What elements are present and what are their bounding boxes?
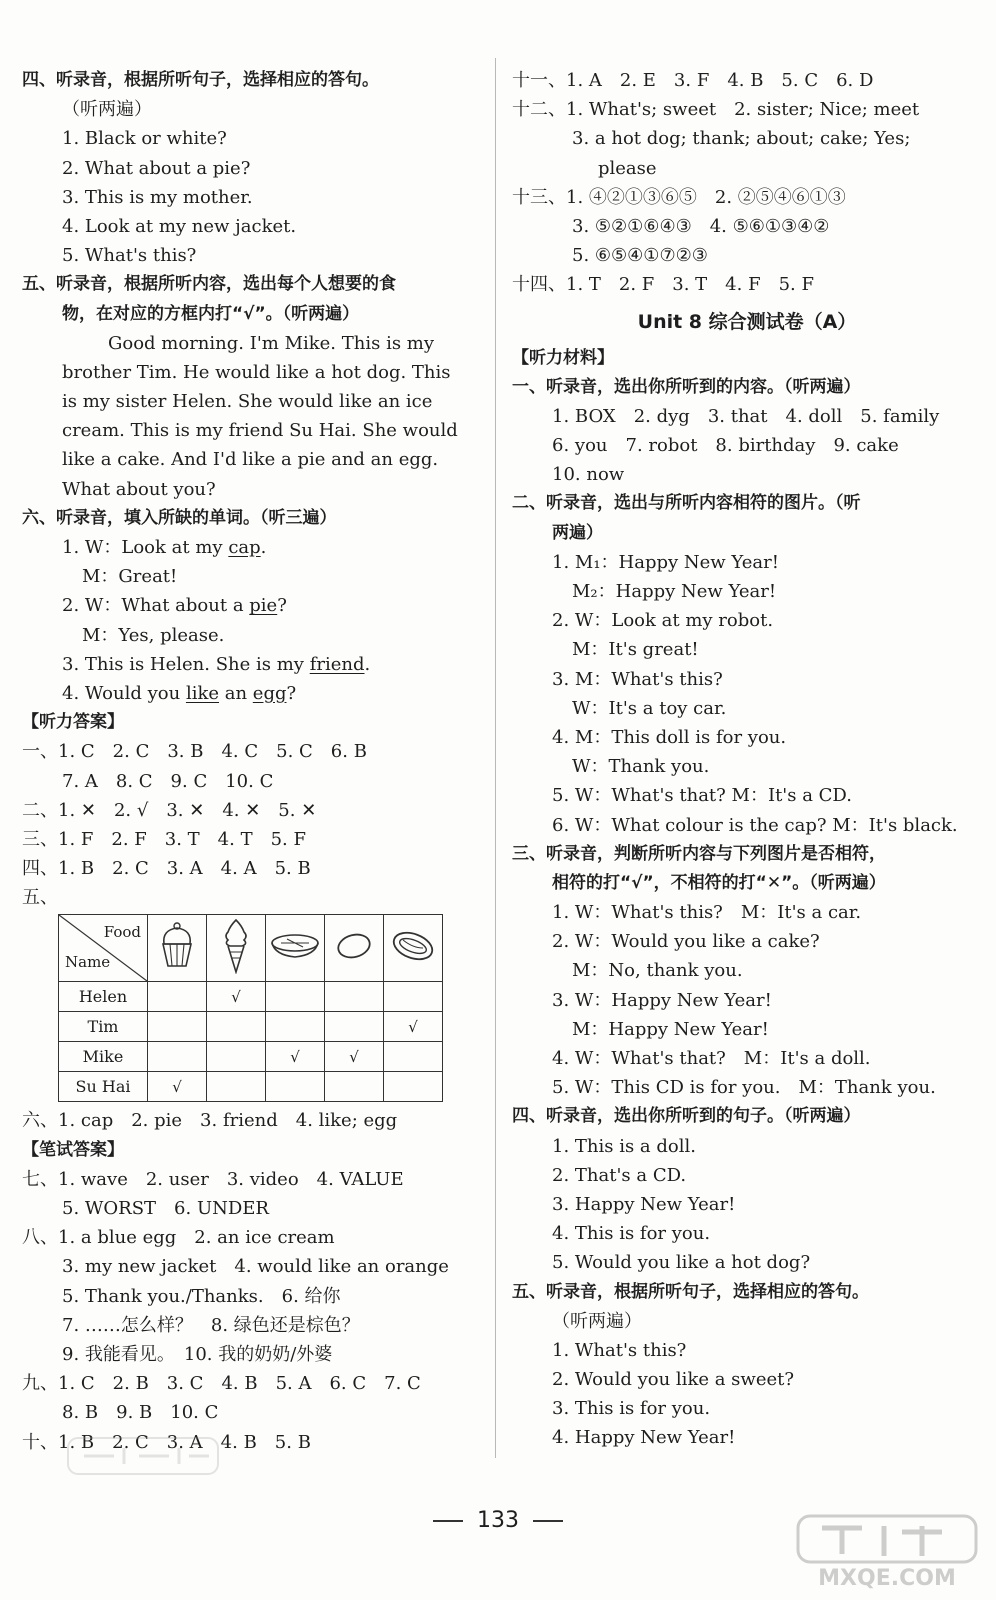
written-answers-title: 【笔试答案】 — [22, 1139, 124, 1160]
passage-line: is my sister Helen. She would like an ice — [62, 391, 433, 413]
table-row: Helen √ — [59, 982, 443, 1012]
passage-line: cream. This is my friend Su Hai. She would — [62, 420, 458, 442]
answer-line: 三、1. F 2. F 3. T 4. T 5. F — [22, 828, 306, 850]
list-item: 3. This is for you. — [552, 1398, 711, 1420]
list-item: 6. you 7. robot 8. birthday 9. cake — [552, 435, 899, 457]
answer-line: 十三、1. ④②①③⑥⑤ 2. ②⑤④⑥①③ — [512, 186, 846, 208]
section-3-title: 三、听录音，判断所听内容与下列图片是否相符， — [512, 843, 886, 864]
answer-line: 十、1. B 2. C 3. A 4. B 5. B — [22, 1431, 311, 1453]
answer-line: 二、1. ✕ 2. √ 3. ✕ 4. ✕ 5. ✕ — [22, 799, 317, 821]
section-2-title: 二、听录音，选出与所听内容相符的图片。（听 — [512, 493, 861, 514]
section-4-title: 四、听录音，选出你所听到的句子。（听两遍） — [512, 1106, 861, 1127]
answer-blank: egg — [252, 682, 287, 704]
section-5-title: 五、听录音，根据所听内容，选出每个人想要的食 — [22, 274, 396, 295]
list-item: 2. That's a CD. — [552, 1164, 687, 1186]
answer-line: 7. A 8. C 9. C 10. C — [62, 770, 274, 792]
dialog-line: 6. W：What colour is the cap? M：It's black. — [552, 814, 958, 836]
list-item: 5. Would you like a hot dog? — [552, 1252, 811, 1274]
list-item: 2. What about a pie? — [62, 157, 251, 179]
faint-watermark-stamp — [64, 1432, 224, 1480]
list-item: 1. This is a doll. — [552, 1135, 696, 1157]
answer-line: 9. 我能看见。 10. 我的奶奶/外婆 — [62, 1343, 333, 1365]
right-column — [512, 66, 982, 1453]
dialog-line: 2. W：Would you like a cake? — [552, 931, 820, 953]
list-item: 1. What's this? — [552, 1339, 687, 1361]
answer-blank: pie — [249, 595, 278, 617]
dialog-line: 1. W：Look at my cap. — [62, 537, 267, 558]
answer-line: 八、1. a blue egg 2. an ice cream — [22, 1227, 335, 1249]
passage-line: What about you? — [62, 478, 216, 500]
list-item: 4. Happy New Year! — [552, 1427, 736, 1449]
answer-line: 七、1. wave 2. user 3. video 4. VALUE — [22, 1168, 404, 1190]
list-item: 1. BOX 2. dyg 3. that 4. doll 5. family — [552, 405, 940, 427]
dialog-line: M：No, thank you. — [572, 960, 743, 982]
dialog-line: 4. M：This doll is for you. — [552, 726, 787, 748]
answer-line: 六、1. cap 2. pie 3. friend 4. like; egg — [22, 1110, 398, 1132]
table-row: Tim √ — [59, 1012, 443, 1042]
answer-line: 十二、1. What's; sweet 2. sister; Nice; meet — [512, 99, 920, 121]
section-4-title: 四、听录音，根据所听句子，选择相应的答句。 — [22, 70, 379, 90]
answer-line: 5. Thank you./Thanks. 6. 给你 — [62, 1285, 341, 1307]
table-row: Su Hai √ — [59, 1072, 443, 1102]
dialog-line: 3. M：What's this? — [552, 668, 723, 690]
dialog-line: M：Great! — [82, 566, 178, 588]
section-5-note: （听两遍） — [552, 1310, 642, 1332]
left-column — [22, 66, 480, 1457]
answer-line: 3. ⑤②①⑥④③ 4. ⑤⑥①③④② — [572, 215, 830, 237]
list-item: 1. Black or white? — [62, 128, 227, 150]
dialog-line: W：It's a toy car. — [572, 697, 727, 719]
listening-answers-title: 【听力答案】 — [22, 712, 124, 733]
answer-line: 5. WORST 6. UNDER — [62, 1198, 269, 1219]
answer-blank: like — [185, 682, 220, 704]
passage-line: Good morning. I'm Mike. This is my — [108, 332, 435, 354]
section-6-title: 六、听录音，填入所缺的单词。（听三遍） — [22, 507, 337, 528]
dialog-line: 3. W：Happy New Year! — [552, 989, 772, 1011]
list-item: 10. now — [552, 464, 625, 486]
list-item: 4. This is for you. — [552, 1223, 711, 1245]
section-3-title-cont: 相符的打“√”，不相符的打“✕”。（听两遍） — [552, 872, 886, 893]
table-corner — [59, 915, 148, 982]
corner-food-label: Food — [103, 923, 141, 942]
answer-line: 7. ……怎么样？ 8. 绿色还是棕色？ — [62, 1314, 360, 1336]
ice-cream-icon — [207, 915, 266, 982]
food-answer-table — [58, 914, 443, 1102]
section-1-title: 一、听录音，选出你所听到的内容。（听两遍） — [512, 376, 861, 397]
passage-line: brother Tim. He would like a hot dog. This — [62, 361, 451, 383]
watermark-logo — [792, 1512, 982, 1592]
answer-line: 一、1. C 2. C 3. B 4. C 5. C 6. B — [22, 741, 367, 763]
dialog-line: M：Happy New Year! — [572, 1018, 769, 1040]
dialog-line: 3. This is Helen. She is my friend. — [62, 653, 371, 675]
answer-line: 四、1. B 2. C 3. A 4. A 5. B — [22, 858, 311, 880]
answer-line: 十四、1. T 2. F 3. T 4. F 5. F — [512, 274, 814, 296]
pie-icon — [266, 915, 325, 982]
answer-line: please — [598, 157, 657, 179]
answer-blank: cap — [228, 537, 261, 558]
section-4-note: （听两遍） — [62, 99, 152, 121]
answer-line: 十一、1. A 2. E 3. F 4. B 5. C 6. D — [512, 70, 874, 91]
dialog-line: 2. W：What about a pie? — [62, 595, 287, 617]
cupcake-icon — [148, 915, 207, 982]
section-2-title-cont: 两遍） — [552, 522, 603, 543]
list-item: 3. This is my mother. — [62, 186, 253, 208]
list-item: 4. Look at my new jacket. — [62, 215, 297, 237]
dialog-line: 5. W：What's that? M：It's a CD. — [552, 785, 852, 807]
answer-line: 8. B 9. B 10. C — [62, 1402, 219, 1424]
hot-dog-icon — [384, 915, 443, 982]
column-divider — [495, 58, 496, 1458]
dialog-line: M：Yes, please. — [82, 624, 225, 646]
egg-icon — [325, 915, 384, 982]
passage-line: like a cake. And I'd like a pie and an egg. — [62, 449, 439, 471]
corner-name-label: Name — [65, 953, 111, 972]
answer-line: 5. ⑥⑤④①⑦②③ — [572, 245, 708, 267]
dialog-line: 1. W：What's this? M：It's a car. — [552, 902, 862, 924]
listening-material-title: 【听力材料】 — [512, 347, 614, 368]
dialog-line: 4. Would you like an egg? — [62, 682, 297, 704]
dialog-line: M₂：Happy New Year! — [572, 581, 777, 602]
dialog-line: 5. W：This CD is for you. M：Thank you. — [552, 1077, 936, 1099]
page-number: 133 — [0, 1508, 996, 1533]
list-item: 5. What's this? — [62, 245, 197, 267]
dialog-line: 2. W：Look at my robot. — [552, 610, 774, 632]
list-item: 2. Would you like a sweet? — [552, 1369, 795, 1391]
section-5-title: 五、听录音，根据所听句子，选择相应的答句。 — [512, 1281, 869, 1302]
answer-line: 五、 — [22, 887, 58, 909]
list-item: 3. Happy New Year! — [552, 1193, 736, 1215]
dialog-line: M：It's great! — [572, 639, 699, 661]
dialog-line: 1. M₁：Happy New Year! — [552, 551, 779, 573]
section-5-title-cont: 物，在对应的方框内打“√”。（听两遍） — [62, 303, 360, 324]
dialog-line: W：Thank you. — [572, 756, 710, 778]
dialog-line: 4. W：What's that? M：It's a doll. — [552, 1048, 871, 1069]
watermark-text: MXQE.COM — [818, 1566, 956, 1591]
table-row: Mike √ √ — [59, 1042, 443, 1072]
answer-line: 3. my new jacket 4. would like an orange — [62, 1256, 449, 1278]
answer-line: 3. a hot dog; thank; about; cake; Yes; — [572, 128, 911, 150]
answer-line: 九、1. C 2. B 3. C 4. B 5. A 6. C 7. C — [22, 1373, 421, 1395]
answer-blank: friend — [309, 653, 365, 675]
unit-test-title: Unit 8 综合测试卷（A） — [637, 310, 857, 333]
